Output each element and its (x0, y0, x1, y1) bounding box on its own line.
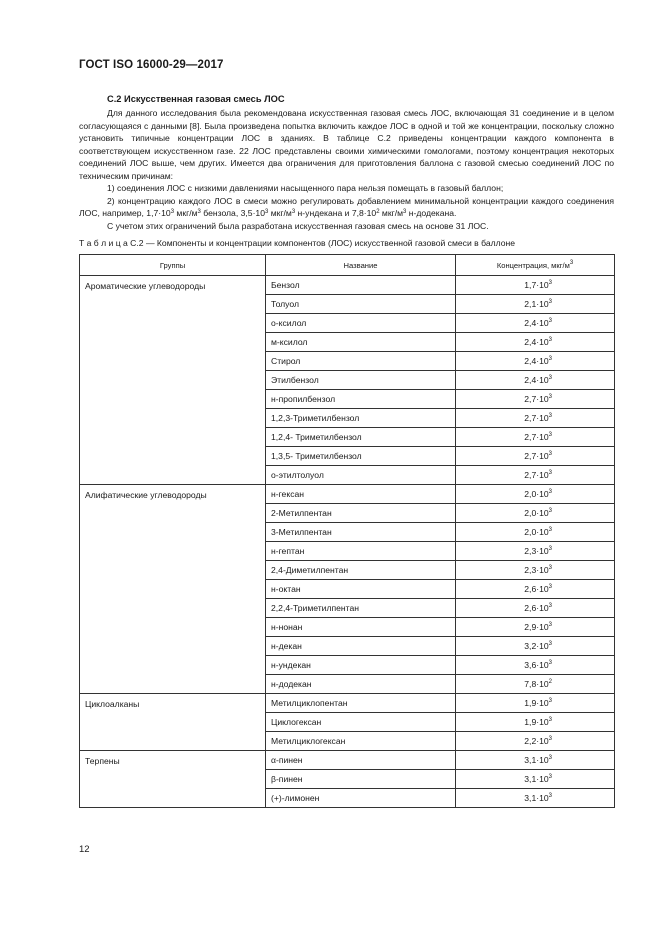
concentration-mantissa: 2,4·10 (524, 356, 549, 366)
concentration-cell (456, 523, 615, 542)
concentration-cell (456, 428, 615, 447)
compound-name-cell: (+)-лимонен (266, 789, 456, 808)
concentration-exponent: 2 (548, 679, 552, 685)
compound-name-cell: о-ксилол (266, 314, 456, 333)
paragraph: Для данного исследования была рекомендована искусственная газовая смесь ЛОС, включающая 31 соединение и в целом согласующаяся с данными [8]. Была произведена попытка включить каждое ЛОС в одной и той же концентрации, поскольку сложно установить типичные концентрации ЛОС в зданиях. В таблице С.2 приведены концентрации каждого компонента в соответствующем искусственном газе. 22 ЛОС представлены своими химическими гомологами, поэтому концентрация некоторых соединений ЛОС выше, чем других. Имеется два ограничения для приготовления баллона с газовой смесью соединений ЛОС по техническим причинам: (79, 108, 614, 181)
concentration-cell (456, 371, 615, 390)
concentration-cell (456, 333, 615, 352)
compound-name-cell: 1,2,3-Триметилбензол (266, 409, 456, 428)
concentration-cell (456, 390, 615, 409)
concentration-cell (456, 637, 615, 656)
table-caption: Т а б л и ц а С.2 — Компоненты и концентрации компонентов (ЛОС) искусственной газовой смеси в баллоне (79, 238, 516, 248)
compound-name-cell: о-этилтолуол (266, 466, 456, 485)
concentration-mantissa: 3,1·10 (524, 774, 549, 784)
concentration-exponent: 3 (548, 698, 552, 704)
table-row (80, 276, 615, 295)
table-row (80, 751, 615, 770)
compound-name-cell: Этилбензол (266, 371, 456, 390)
concentration-exponent: 3 (548, 584, 552, 590)
concentration-mantissa: 2,7·10 (524, 432, 549, 442)
concentration-exponent: 3 (548, 451, 552, 457)
concentration-mantissa: 1,9·10 (524, 698, 549, 708)
concentration-exponent: 3 (548, 375, 552, 381)
concentration-cell (456, 447, 615, 466)
concentration-exponent: 3 (548, 565, 552, 571)
paragraph: С учетом этих ограничений была разработана искусственная газовая смесь на основе 31 ЛОС. (107, 220, 489, 231)
concentration-mantissa: 2,6·10 (524, 603, 549, 613)
concentration-exponent: 3 (548, 546, 552, 552)
concentration-exponent: 3 (548, 527, 552, 533)
concentration-mantissa: 2,0·10 (524, 489, 549, 499)
compound-name-cell: β-пинен (266, 770, 456, 789)
concentration-exponent: 3 (548, 299, 552, 305)
concentration-mantissa: 2,4·10 (524, 318, 549, 328)
concentration-mantissa: 3,1·10 (524, 755, 549, 765)
concentration-cell (456, 561, 615, 580)
concentration-exponent: 3 (548, 622, 552, 628)
concentration-cell (456, 751, 615, 770)
compound-name-cell: α-пинен (266, 751, 456, 770)
concentration-exponent: 3 (548, 508, 552, 514)
group-cell: Циклоалканы (80, 694, 266, 751)
concentration-cell (456, 580, 615, 599)
concentration-exponent: 3 (548, 432, 552, 438)
compound-name-cell: Толуол (266, 295, 456, 314)
concentration-mantissa: 2,1·10 (524, 299, 549, 309)
compound-name-cell: 1,3,5- Триметилбензол (266, 447, 456, 466)
concentration-mantissa: 2,0·10 (524, 508, 549, 518)
list-item: 1) соединения ЛОС с низкими давлениями насыщенного пара нельзя помещать в газовый баллон; (107, 183, 504, 193)
concentration-mantissa: 2,7·10 (524, 413, 549, 423)
concentration-cell (456, 675, 615, 694)
concentration-mantissa: 2,3·10 (524, 565, 549, 575)
concentration-cell (456, 314, 615, 333)
body-text (79, 107, 614, 232)
concentration-mantissa: 2,3·10 (524, 546, 549, 556)
compound-name-cell: н-гексан (266, 485, 456, 504)
table-row (80, 694, 615, 713)
group-cell: Терпены (80, 751, 266, 808)
compound-name-cell: м-ксилол (266, 333, 456, 352)
group-cell: Ароматические углеводороды (80, 276, 266, 485)
compound-name-cell: Бензол (266, 276, 456, 295)
concentration-mantissa: 3,1·10 (524, 793, 549, 803)
compound-name-cell: 3-Метилпентан (266, 523, 456, 542)
compound-name-cell: 2,2,4-Триметилпентан (266, 599, 456, 618)
concentration-cell (456, 789, 615, 808)
concentration-mantissa: 2,6·10 (524, 584, 549, 594)
concentration-exponent: 3 (548, 337, 552, 343)
compound-name-cell: Циклогексан (266, 713, 456, 732)
concentration-mantissa: 2,4·10 (524, 337, 549, 347)
concentration-cell (456, 618, 615, 637)
compound-name-cell: н-гептан (266, 542, 456, 561)
page-number: 12 (79, 844, 90, 855)
concentration-cell (456, 504, 615, 523)
compound-name-cell: 2,4-Диметилпентан (266, 561, 456, 580)
table-row (80, 485, 615, 504)
concentration-mantissa: 7,8·10 (524, 679, 549, 689)
concentration-exponent: 3 (548, 356, 552, 362)
concentration-exponent: 3 (548, 413, 552, 419)
concentration-cell (456, 656, 615, 675)
header-groups: Группы (80, 255, 266, 276)
concentration-cell (456, 694, 615, 713)
table-header-row (80, 255, 615, 276)
compound-name-cell: Метилциклопентан (266, 694, 456, 713)
compound-name-cell: 2-Метилпентан (266, 504, 456, 523)
concentration-exponent: 3 (548, 660, 552, 666)
concentration-cell (456, 599, 615, 618)
concentration-exponent: 3 (548, 470, 552, 476)
concentration-exponent: 3 (548, 394, 552, 400)
concentration-cell (456, 352, 615, 371)
concentration-exponent: 3 (548, 318, 552, 324)
concentration-mantissa: 2,7·10 (524, 451, 549, 461)
group-cell: Алифатические углеводороды (80, 485, 266, 694)
compound-name-cell: н-нонан (266, 618, 456, 637)
concentration-exponent: 3 (548, 603, 552, 609)
compound-name-cell: н-додекан (266, 675, 456, 694)
standard-header: ГОСТ ISO 16000-29—2017 (79, 59, 224, 71)
concentration-exponent: 3 (548, 489, 552, 495)
section-title: С.2 Искусственная газовая смесь ЛОС (107, 94, 285, 104)
concentration-mantissa: 3,6·10 (524, 660, 549, 670)
concentration-cell (456, 276, 615, 295)
concentration-mantissa: 2,4·10 (524, 375, 549, 385)
concentration-cell (456, 713, 615, 732)
concentration-mantissa: 2,7·10 (524, 470, 549, 480)
components-table (79, 254, 615, 808)
concentration-cell (456, 770, 615, 789)
concentration-exponent: 3 (548, 717, 552, 723)
concentration-mantissa: 3,2·10 (524, 641, 549, 651)
compound-name-cell: н-пропилбензол (266, 390, 456, 409)
compound-name-cell: 1,2,4- Триметилбензол (266, 428, 456, 447)
concentration-cell (456, 485, 615, 504)
concentration-mantissa: 2,7·10 (524, 394, 549, 404)
compound-name-cell: н-ундекан (266, 656, 456, 675)
concentration-exponent: 3 (548, 774, 552, 780)
header-concentration: Концентрация, мкг/$м^3$ (456, 255, 615, 276)
concentration-cell (456, 732, 615, 751)
compound-name-cell: н-октан (266, 580, 456, 599)
concentration-cell (456, 295, 615, 314)
compound-name-cell: Стирол (266, 352, 456, 371)
list-item: 2) концентрацию каждого ЛОС в смеси можно регулировать добавлением минимальной концентрации каждого соединения ЛОС, например, $1,7\cdot 10^3$ мкг/$м^3$ бензола, $3,5\cdot 10^3$ мкг/$м^3$ н-ундекана и $7,8\cdot 10^2$ мкг/$м^3$ н-додекана. (79, 195, 614, 218)
concentration-exponent: 3 (548, 641, 552, 647)
table-body (80, 276, 615, 808)
concentration-cell (456, 542, 615, 561)
concentration-mantissa: 2,0·10 (524, 527, 549, 537)
concentration-cell (456, 466, 615, 485)
compound-name-cell: Метилциклогексан (266, 732, 456, 751)
concentration-mantissa: 1,7·10 (524, 280, 549, 290)
concentration-mantissa: 1,9·10 (524, 717, 549, 727)
concentration-exponent: 3 (548, 793, 552, 799)
compound-name-cell: н-декан (266, 637, 456, 656)
concentration-exponent: 3 (548, 755, 552, 761)
concentration-cell (456, 409, 615, 428)
header-name: Название (266, 255, 456, 276)
concentration-mantissa: 2,2·10 (524, 736, 549, 746)
concentration-mantissa: 2,9·10 (524, 622, 549, 632)
concentration-exponent: 3 (548, 280, 552, 286)
concentration-exponent: 3 (548, 736, 552, 742)
